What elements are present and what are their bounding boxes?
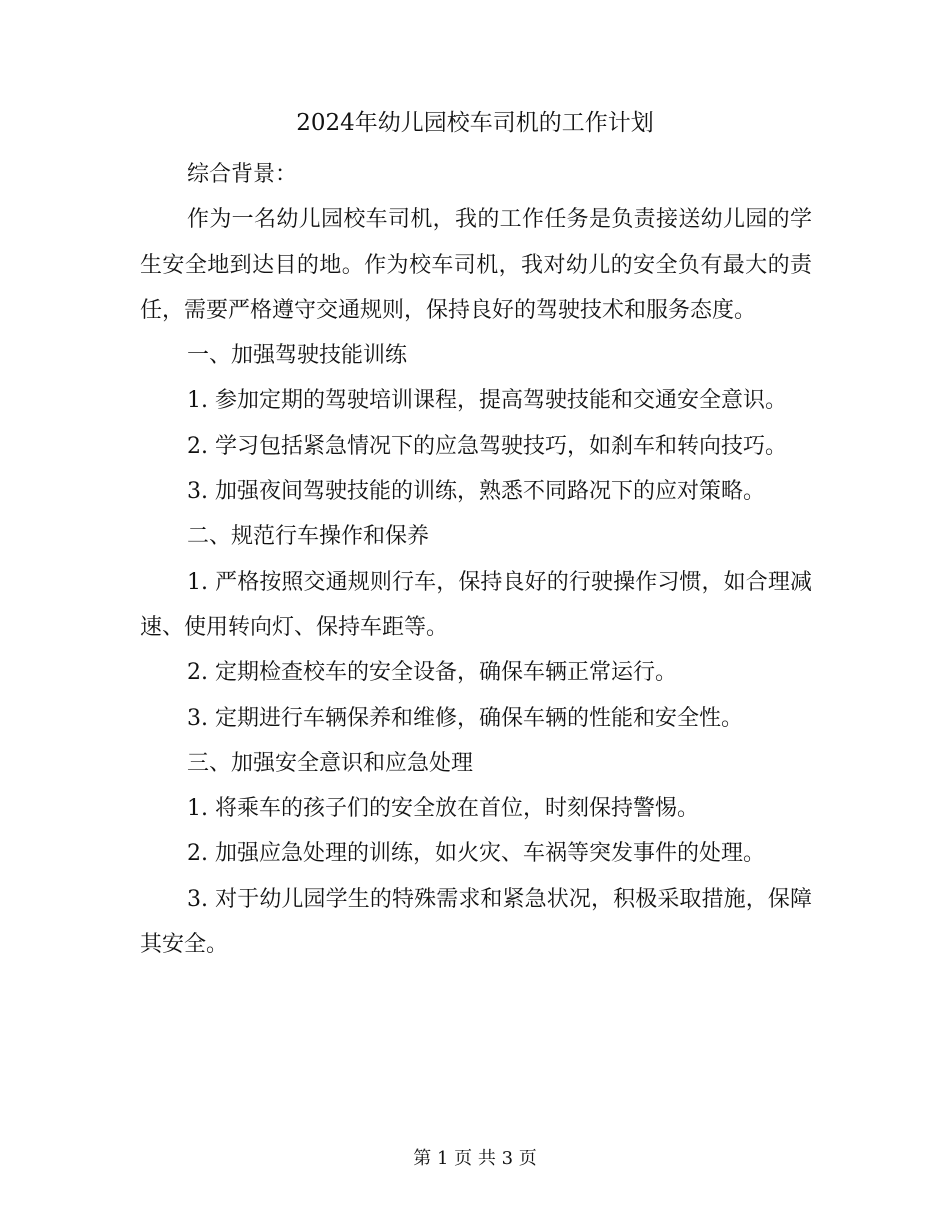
list-item: 2. 加强应急处理的训练，如火灾、车祸等突发事件的处理。 — [187, 841, 765, 867]
list-item: 2. 定期检查校车的安全设备，确保车辆正常运行。 — [187, 660, 677, 686]
page-number-footer: 第 1 页 共 3 页 — [413, 1148, 537, 1169]
section-heading-2: 二、规范行车操作和保养 — [187, 524, 430, 550]
list-item: 3. 对于幼儿园学生的特殊需求和紧急状况，积极采取措施，保障其安全。 — [140, 886, 812, 958]
list-item: 3. 定期进行车辆保养和维修，确保车辆的性能和安全性。 — [187, 705, 743, 731]
paragraph-background-text: 作为一名幼儿园校车司机，我的工作任务是负责接送幼儿园的学生安全地到达目的地。作为校车司机，我对幼儿的安全负有最大的责任，需要严格遵守交通规则，保持良好的驾驶技术和服务态度。 — [140, 207, 812, 323]
paragraph-background-heading: 综合背景： — [187, 162, 298, 187]
list-item: 1. 将乘车的孩子们的安全放在首位，时刻保持警惕。 — [187, 796, 699, 822]
section-heading-1: 一、加强驾驶技能训练 — [187, 343, 408, 369]
document-title: 2024年幼儿园校车司机的工作计划 — [296, 110, 654, 136]
list-item: 3. 加强夜间驾驶技能的训练，熟悉不同路况下的应对策略。 — [187, 479, 765, 505]
document-body — [140, 152, 812, 967]
list-item: 1. 严格按照交通规则行车，保持良好的行驶操作习惯，如合理减速、使用转向灯、保持车距等。 — [140, 569, 812, 640]
section-heading-3: 三、加强安全意识和应急处理 — [187, 750, 474, 776]
list-item: 2. 学习包括紧急情况下的应急驾驶技巧，如刹车和转向技巧。 — [187, 433, 787, 459]
list-item: 1. 参加定期的驾驶培训课程，提高驾驶技能和交通安全意识。 — [187, 388, 787, 414]
